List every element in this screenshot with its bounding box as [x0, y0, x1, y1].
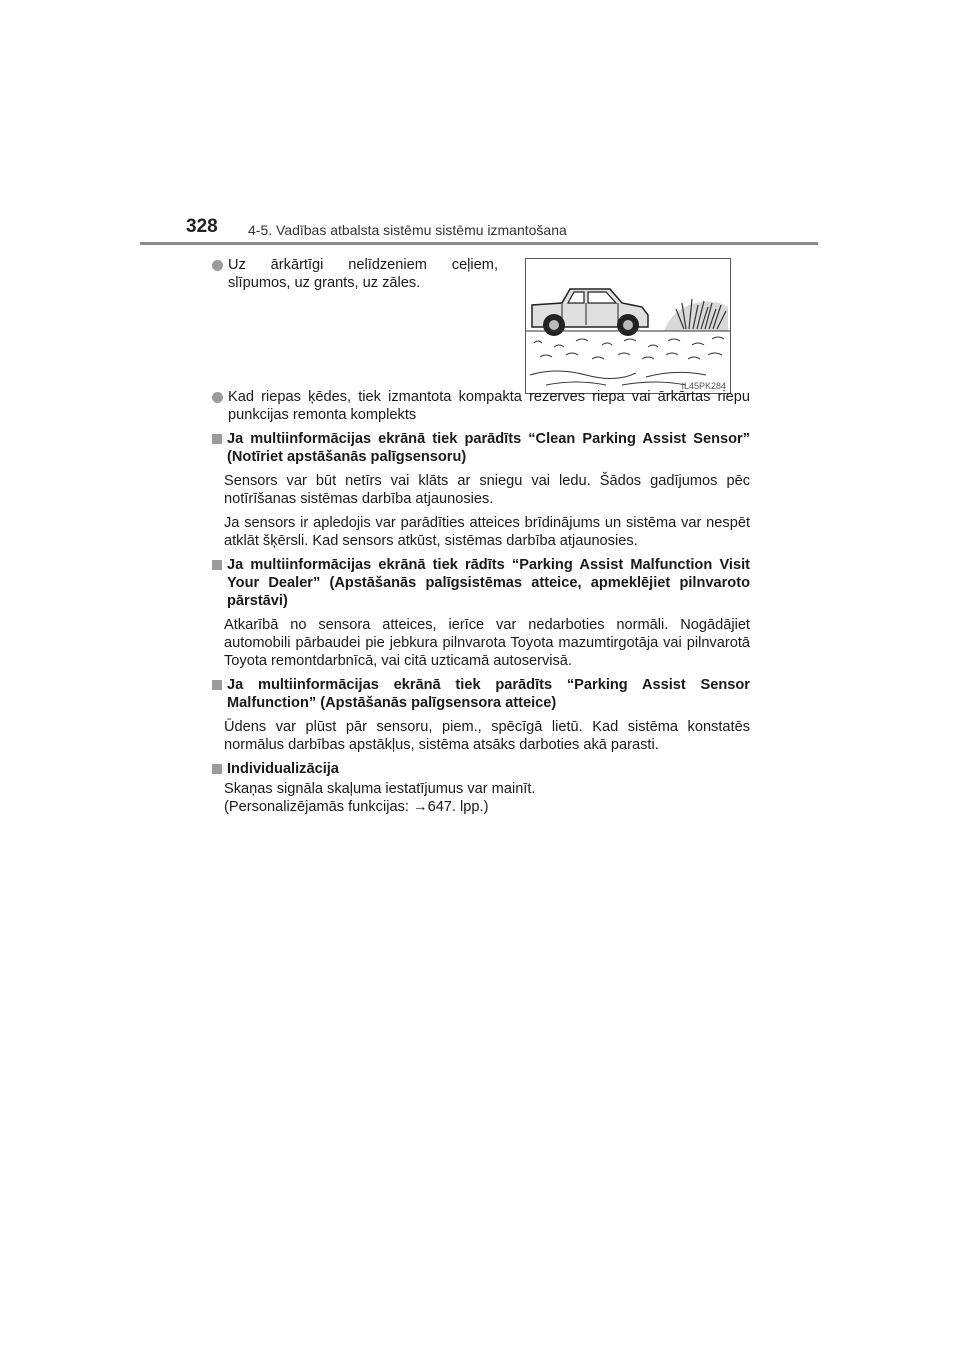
bullet-dot-icon: [212, 260, 223, 271]
bullet-text: Kad riepas ķēdes, tiek izmantota kompakta rezerves riepa vai ārkārtas riepu punkcijas remonta komplekts: [228, 389, 750, 423]
section-paragraph: Skaņas signāla skaļuma iestatījumus var mainīt.: [224, 781, 536, 797]
section-clean-sensor: [212, 430, 750, 550]
page-number: 328: [186, 216, 218, 237]
bullet-item: [212, 256, 498, 292]
header-rule: [140, 242, 818, 245]
square-bullet-icon: [212, 764, 222, 774]
section-heading: Ja multiinformācijas ekrānā tiek rādīts “Parking Assist Malfunction Visit Your Dealer” (Apstāšanās palīgsistēmas atteice, apmeklējiet pilnvaroto pārstāvi): [227, 557, 750, 609]
section-paragraph: Atkarībā no sensora atteices, ierīce var nedarboties normāli. Nogādājiet automobili pārbaudei pie jebkura pilnvarota Toyota mazumtirgotāja vai pilnvarotā Toyota remontdarbnīcā, vai citā uzticamā autoservisā.: [224, 617, 750, 669]
section-sensor-malfunction: [212, 676, 750, 754]
bullet-item: [212, 388, 750, 424]
section-malfunction-dealer: [212, 556, 750, 670]
square-bullet-icon: [212, 560, 222, 570]
section-heading: Ja multiinformācijas ekrānā tiek parādīts “Parking Assist Sensor Malfunction” (Apstāšanās palīgsensora atteice): [227, 677, 750, 711]
section-paragraph: Ja sensors ir apledojis var parādīties atteices brīdinājums un sistēma var nespēt atklāt šķērsli. Kad sensors atkūst, sistēmas darbība atjaunosies.: [224, 515, 750, 549]
page-content: [212, 256, 750, 816]
section-customization: [212, 760, 750, 816]
bullet-text: Uz ārkārtīgi nelīdzeniem ceļiem, slīpumos, uz grants, uz zāles.: [228, 257, 498, 291]
square-bullet-icon: [212, 434, 222, 444]
section-paragraph: Sensors var būt netīrs vai klāts ar sniegu vai ledu. Šādos gadījumos pēc notīrīšanas sistēmas darbība atjaunosies.: [224, 473, 750, 507]
square-bullet-icon: [212, 680, 222, 690]
section-paragraph: Ūdens var plūst pār sensoru, piem., spēcīgā lietū. Kad sistēma konstatēs normālus darbības apstākļus, sistēma atsāks darboties akā parasti.: [224, 719, 750, 753]
section-heading: Ja multiinformācijas ekrānā tiek parādīts “Clean Parking Assist Sensor” (Notīriet apstāšanās palīgsensoru): [227, 431, 750, 465]
section-paragraph: (Personalizējamās funkcijas: →647. lpp.): [224, 799, 489, 815]
figure-code: IL45PK284: [681, 381, 726, 391]
bullet-dot-icon: [212, 392, 223, 403]
section-title: 4-5. Vadības atbalsta sistēmu sistēmu izmantošana: [248, 222, 567, 238]
section-heading: Individualizācija: [227, 761, 339, 777]
